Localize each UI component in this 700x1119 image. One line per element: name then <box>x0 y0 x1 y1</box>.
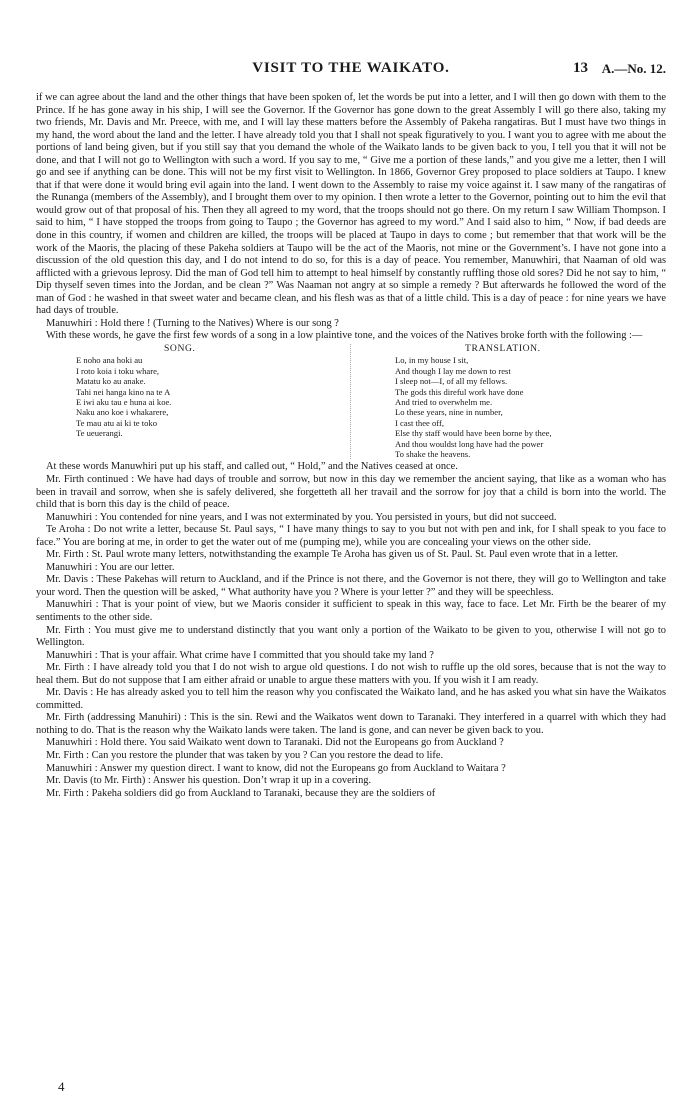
song-line: E iwi aku tau e huna ai koe. <box>76 396 172 407</box>
paragraph: Mr. Davis : He has already asked you to tell him the reason why you confiscated the Waikato land, and he has asked you what sin have the Waikatos committed. <box>36 687 666 711</box>
translation-line: Lo, in my house I sit, <box>395 355 469 366</box>
paragraph: if we can agree about the land and the other things that have been spoken of, let the words be put into a letter, and I will then go down with them to the Prince. If he has gone away in his ship, I will see the Governor. If the Governor has gone down to the great Assembly I will go there also, taking my two friends, Mr. Davis and Mr. Preece, with me, and I will lay these matters before the Assembly of Pakeha rangatiras. But I must have two things in my hand, the word about the land and the letter. I have already told you that I shall not speak figuratively to you. I want you to agree with me about the portions of land being given, but if you still say that you demand the whole of the Waikato lands to be given back to you, I tell you that it will not be done, and that I will not go to Wellington with such a word. If you say to me, “ Give me a portion of these lands,” and you give me a letter, then I will go and see if anything can be done. This will not be my first visit to Wellington. In 1866, Governor Grey proposed to place soldiers at Taupo. I knew that if that were done it would bring evil again into the land. I went down to the Assembly to raise my voice against it. I saw many of the rangatiras of the Runanga (members of the Assembly), and I brought them over to my opinion. I then wrote a letter to the Governor, pointing out to him the evil that would grow out of that proposal of his. Then they all agreed to my word, that the troops should not go there. On my return I saw William Thompson. I said to him, “ I have stopped the troops from going to Taupo ; the Governor has agreed to my word.” And I said also to him, “ Now, if bad deeds are done in this country, if women and children are killed, the troops will be placed at Taupo in days to come ; but remember that that work will be the work of the Maoris, the placing of these Pakeha soldiers at Taupo will be the act of the Maoris, not mine or the Government’s. I have not gone into a discussion of the old question this day, and I do not intend to do so, for this is a day of peace. You remember, Manuwhiri, that Naaman of old was afflicted with a grievous leprosy. Did the man of God tell him to attempt to heal himself by constantly ruffling those old sores? Did he not say to him, “ Dip thyself seven times into the Jordan, and be clean ?” Was Naaman not angry at so simple a remedy ? But afterwards he followed the word of the man of God : he washed in that sweet water and became clean, and his flesh was as that of a little child. This is a day of peace : for nine years we have had days of trouble. <box>36 92 666 317</box>
song-line: Matatu ko au anake. <box>76 376 146 387</box>
paragraph: Mr. Firth : St. Paul wrote many letters, notwithstanding the example Te Aroha has given us of St. Paul. St. Paul even wrote that in a letter. <box>46 549 618 561</box>
printer-signature-mark: 4 <box>58 1079 65 1094</box>
translation-line: And though I lay me down to rest <box>395 365 511 376</box>
page-number: 13 <box>573 60 588 76</box>
song-line: Naku ano koe i whakarere, <box>76 407 169 418</box>
song-line: Te ueuerangi. <box>76 428 123 439</box>
translation-line: To shake the heavens. <box>395 449 471 459</box>
song-maori-column <box>36 344 351 459</box>
song-line: Te mau atu ai ki te toko <box>76 417 158 428</box>
paragraph: Manuwhiri : That is your affair. What crime have I committed that you should take my land ? <box>46 649 434 661</box>
running-title: VISIT TO THE WAIKATO. <box>252 60 450 76</box>
translation-line: And thou wouldst long have had the power <box>395 438 544 449</box>
paragraph: Manuwhiri : You are our letter. <box>46 561 175 573</box>
document-body <box>36 92 666 800</box>
song-block <box>36 344 666 459</box>
song-heading: SONG. <box>164 342 196 354</box>
paragraph: Mr. Firth : Can you restore the plunder that was taken by you ? Can you restore the dead to life. <box>46 749 444 761</box>
translation-line: Else thy staff would have been borne by thee, <box>395 428 552 439</box>
translation-line: And tried to overwhelm me. <box>395 396 493 407</box>
paragraph: With these words, he gave the first few words of a song in a low plaintive tone, and the voices of the Natives broke forth with the following :— <box>46 330 643 342</box>
paragraph: Te Aroha : Do not write a letter, because St. Paul says, “ I have many things to say to you but not with pen and ink, for I shall speak to you face to face.” You are boring at me, in order to get the water out of me (pumping me), while you are concealing your views on the other side. <box>36 524 666 548</box>
paragraph: Mr. Firth : I have already told you that I do not wish to argue old questions. I do not wish to ruffle up the old sores, because that is not the way to heal them. But do not suppose that I am either afraid or unable to argue these matters with you. If you wish it I am ready. <box>36 662 666 686</box>
translation-line: The gods this direful work have done <box>395 386 524 397</box>
translation-heading: TRANSLATION. <box>465 342 541 354</box>
paragraph: Manuwhiri : Answer my question direct. I want to know, did not the Europeans go from Auckland to Waitara ? <box>46 762 506 774</box>
song-translation-column <box>351 344 666 459</box>
paper-reference: A.—No. 12. <box>601 61 666 76</box>
translation-line: I cast thee off, <box>395 417 444 428</box>
paragraph: Mr. Davis : These Pakehas will return to Auckland, and if the Prince is not there, and the Governor is not there, they will go to Wellington and take your word. Then the question will be asked, “ What authority have you ? Where is your letter ?” and they will be speechless. <box>36 574 666 598</box>
translation-line: Lo these years, nine in number, <box>395 407 503 418</box>
paragraph: Mr. Davis (to Mr. Firth) : Answer his question. Don’t wrap it up in a covering. <box>46 775 372 787</box>
paragraph: Mr. Firth (addressing Manuhiri) : This is the sin. Rewi and the Waikatos went down to Taranaki. They interfered in a quarrel with which they had nothing to do. That is the reason why the Waikato lands were taken. The land is gone, and can never be given back to you. <box>36 712 666 736</box>
song-line: I roto koia i toku whare, <box>76 365 160 376</box>
paragraph: Manuwhiri : Hold there ! (Turning to the Natives) Where is our song ? <box>46 317 339 329</box>
page-header <box>36 60 666 82</box>
song-line: Tahi nei hanga kino na te A <box>76 386 171 397</box>
translation-line: I sleep not—I, of all my fellows. <box>395 376 508 387</box>
paragraph: Mr. Firth continued : We have had days of trouble and sorrow, but now in this day we remember the ancient saying, that like as a woman who has been in travail and sorrow, when she is safely delivered, she forgetteth all her travail and the sorrow for joy that a child is born into the world. The child that is born this day is the child of peace. <box>36 473 666 511</box>
paragraph: Manuwhiri : Hold there. You said Waikato went down to Taranaki. Did not the Europeans go from Auckland ? <box>46 737 504 749</box>
paragraph: Manuwhiri : That is your point of view, but we Maoris consider it sufficient to speak in this way, face to face. Let Mr. Firth be the bearer of my sentiments to the other side. <box>36 599 666 623</box>
paragraph: Mr. Firth : Pakeha soldiers did go from Auckland to Taranaki, because they are the soldiers of <box>46 787 436 799</box>
paragraph: At these words Manuwhiri put up his staff, and called out, “ Hold,” and the Natives ceased at once. <box>46 461 458 473</box>
paragraph: Manuwhiri : You contended for nine years, and I was not exterminated by you. You persisted in yours, but did not succeed. <box>46 511 557 523</box>
song-line: E noho ana hoki au <box>76 355 143 366</box>
paragraph: Mr. Firth : You must give me to understand distinctly that you want only a portion of the Waikato to be given to you, otherwise I will not go to Wellington. <box>36 624 666 649</box>
